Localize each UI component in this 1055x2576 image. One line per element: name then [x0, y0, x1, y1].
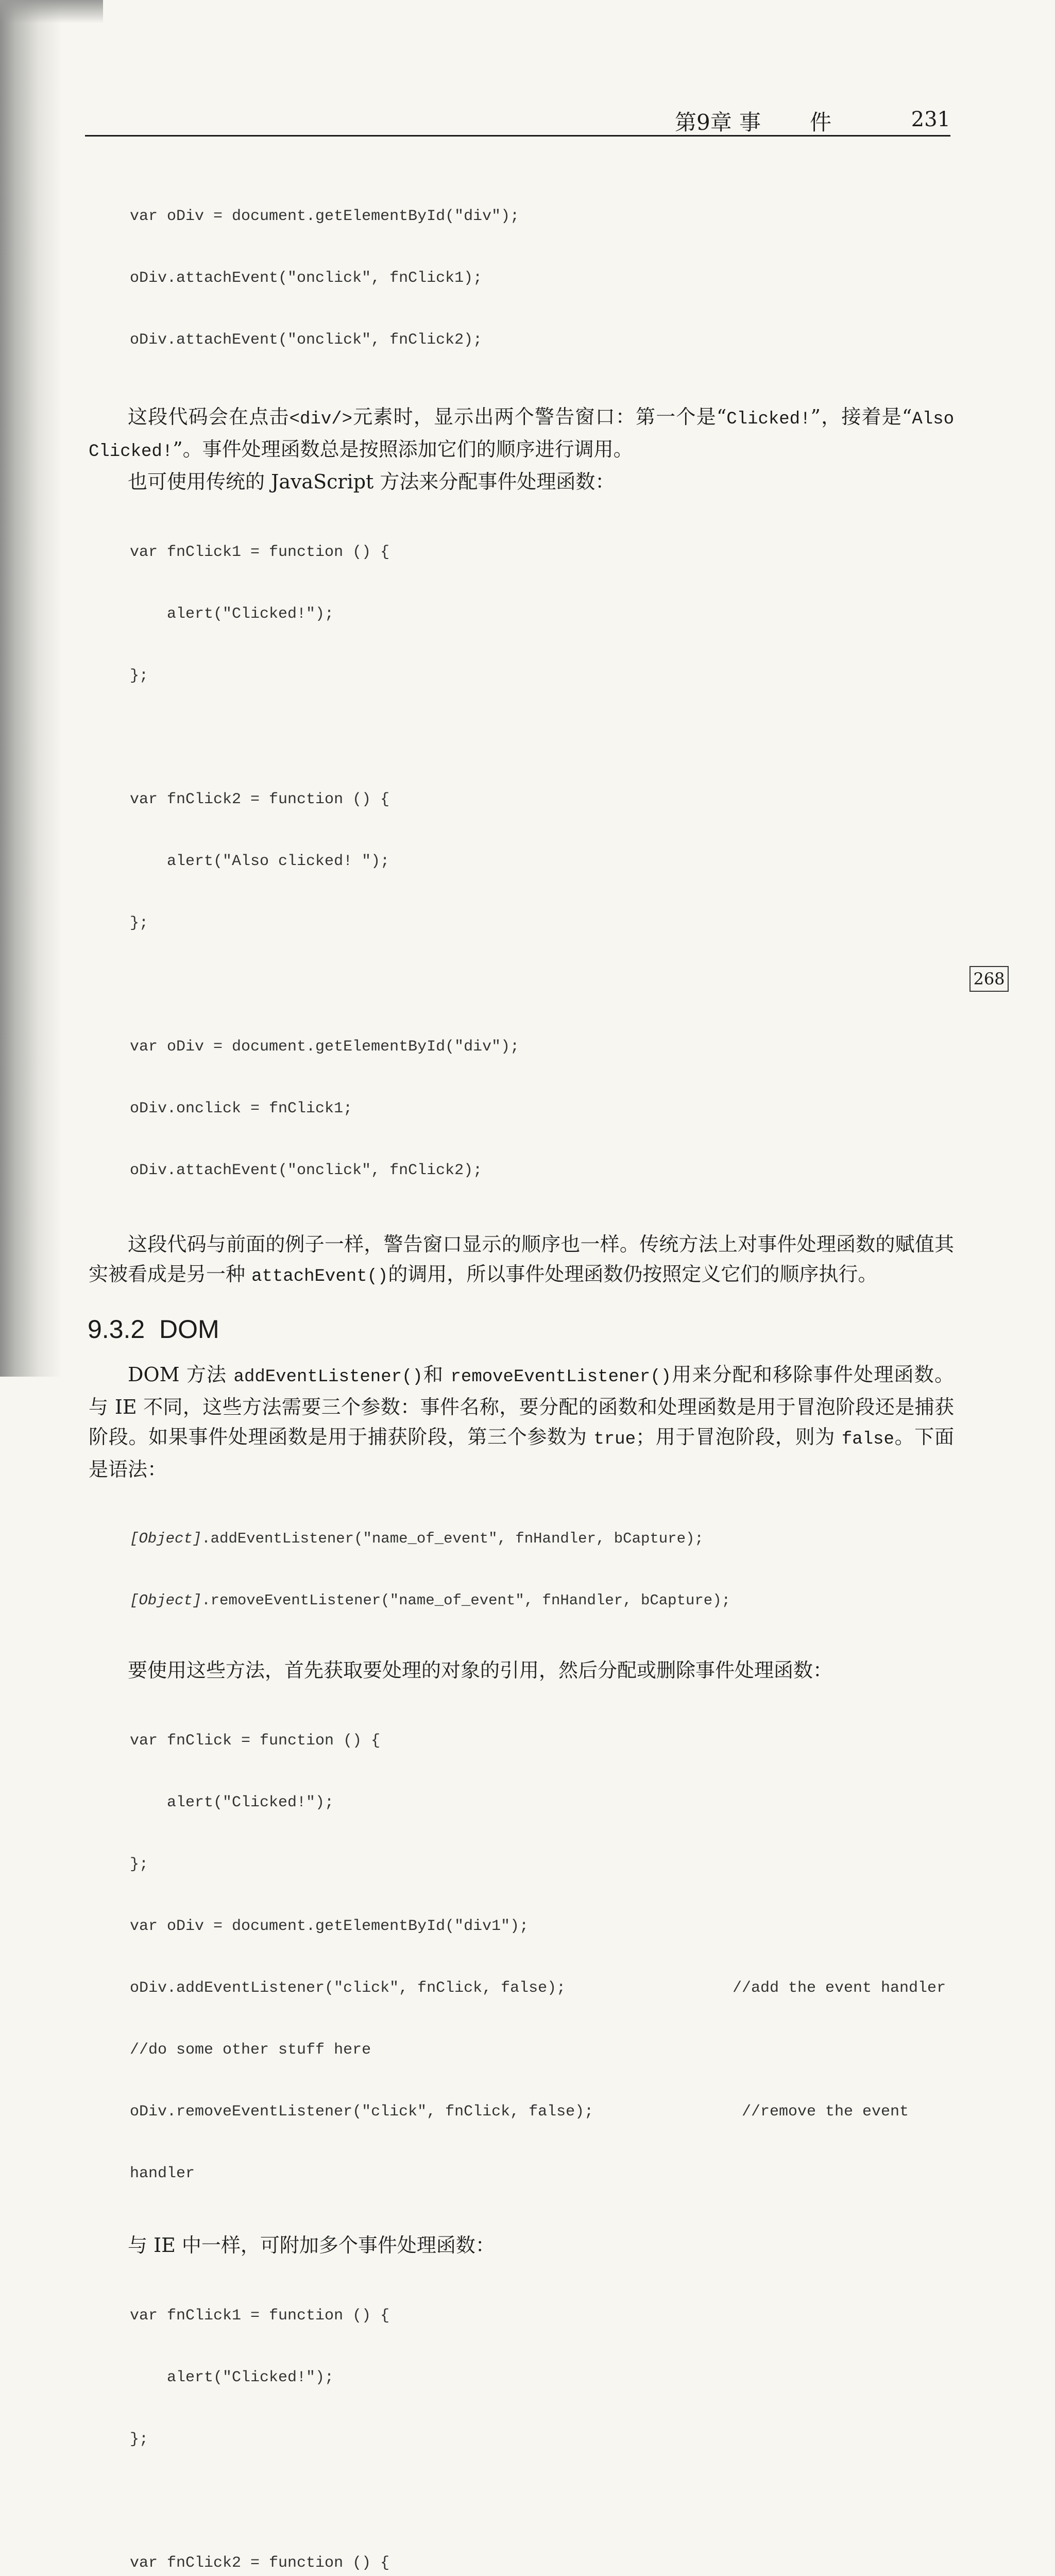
code-line: //do some other stuff here [130, 2041, 371, 2059]
code-line: var oDiv = document.getElementById("div1"); [130, 1918, 529, 1935]
code-line: var oDiv = document.getElementById("div"); [130, 1038, 520, 1056]
inline-code: Clicked! [726, 410, 811, 429]
placeholder-object: [Object] [130, 1530, 202, 1547]
code-line [130, 2491, 954, 2512]
text: 元素时，显示出两个警告窗口：第一个是“ [352, 405, 727, 428]
syntax-block [130, 1487, 954, 1652]
code-line: var fnClick1 = function () { [130, 544, 390, 561]
code-block-1 [130, 165, 954, 392]
page-number: 231 [911, 108, 950, 131]
code-text: .removeEventListener("name_of_event", fnHandler, bCapture); [201, 1592, 731, 1609]
code-line: var fnClick2 = function () { [130, 791, 390, 808]
code-line: }; [130, 1856, 149, 1873]
paragraph-3 [89, 1229, 954, 1292]
code-line: }; [130, 914, 149, 932]
text: 的调用，所以事件处理函数仍按照定义它们的顺序执行。 [388, 1263, 878, 1285]
text: ”，接着是“ [810, 405, 912, 428]
code-line [130, 1529, 954, 1549]
code-line: alert("Clicked!"); [130, 605, 334, 623]
inline-code: <div/> [289, 410, 353, 429]
text: ”。事件处理函数总是按照添加它们的顺序进行调用。 [173, 438, 633, 461]
code-line: }; [130, 667, 149, 685]
page-edge-shadow [0, 0, 62, 1377]
code-comment: //remove the event [742, 2103, 909, 2121]
text: 用来分配和移除事件处理函数。与 IE 不同，这些方法需要三个参数：事件名称，要分配的函数和处理函数是用于冒泡阶段还是捕获阶段。如果事件处理函数是用于捕获阶段，第三个参数为 [89, 1363, 954, 1448]
code-line: oDiv.attachEvent("onclick", fnClick1); [130, 269, 483, 287]
code-line [130, 1978, 954, 1998]
text: 和 [422, 1363, 451, 1386]
header-rule [85, 135, 950, 137]
code-line [130, 975, 954, 995]
code-line: }; [130, 2431, 149, 2448]
code-line: var oDiv = document.getElementById("div"); [130, 208, 520, 225]
inline-code: attachEvent() [251, 1267, 388, 1286]
text: 这段代码与前面的例子一样，警告窗口显示的顺序也一样。传统方法上对事件处理函数的赋值其实被看成是另一种 [89, 1233, 954, 1285]
margin-page-reference: 268 [969, 966, 1009, 992]
text: ；用于冒泡阶段，则为 [636, 1426, 842, 1448]
code-line: oDiv.attachEvent("onclick", fnClick2); [130, 331, 483, 349]
text: DOM 方法 [128, 1363, 234, 1386]
code-block-4 [130, 2264, 954, 2576]
inline-code: false [841, 1430, 894, 1449]
code-line [130, 2102, 954, 2122]
paragraph-4 [89, 1360, 954, 1484]
placeholder-object: [Object] [130, 1592, 202, 1609]
code-line: alert("Also clicked! "); [130, 853, 390, 870]
code-line: oDiv.onclick = fnClick1; [130, 1100, 353, 1117]
code-line: var fnClick2 = function () { [130, 2554, 390, 2572]
paragraph-6: 与 IE 中一样，可附加多个事件处理函数： [128, 2234, 495, 2257]
code-text: oDiv.addEventListener("click", fnClick, false); [130, 1979, 566, 1997]
code-block-2 [130, 501, 954, 1222]
code-text: .addEventListener("name_of_event", fnHandler, bCapture); [201, 1530, 704, 1547]
inline-code: addEventListener() [233, 1367, 423, 1387]
code-line: var fnClick1 = function () { [130, 2307, 390, 2325]
text: 。下面是语法： [89, 1426, 954, 1481]
code-line [130, 1590, 954, 1611]
section-number: 9.3.2 [88, 1315, 145, 1344]
paragraph-2: 也可使用传统的 JavaScript 方法来分配事件处理函数： [128, 470, 615, 493]
code-comment: //add the event handler [733, 1979, 946, 1997]
code-block-3 [130, 1689, 954, 2225]
page-content [89, 165, 954, 2576]
paragraph-5: 要使用这些方法，首先获取要处理的对象的引用，然后分配或删除事件处理函数： [128, 1659, 833, 1682]
code-line: var fnClick = function () { [130, 1732, 381, 1750]
section-title: DOM [159, 1315, 219, 1344]
inline-code: Also Clicked! [89, 410, 954, 462]
inline-code: removeEventListener() [450, 1367, 672, 1387]
inline-code: true [593, 1430, 636, 1449]
code-line: handler [130, 2165, 195, 2182]
code-line: oDiv.attachEvent("onclick", fnClick2); [130, 1162, 483, 1179]
page-corner-shadow [0, 0, 103, 23]
text: 这段代码会在点击 [128, 405, 290, 428]
chapter-title: 事件 [739, 110, 881, 135]
code-text: oDiv.removeEventListener("click", fnClick, false); [130, 2103, 594, 2121]
chapter-label: 第9章 [675, 110, 732, 135]
code-line: alert("Clicked!"); [130, 2369, 334, 2386]
paragraph-1 [89, 402, 954, 467]
code-line [130, 727, 954, 748]
code-line: alert("Clicked!"); [130, 1794, 334, 1811]
running-header [670, 106, 950, 134]
section-heading [88, 1311, 954, 1347]
